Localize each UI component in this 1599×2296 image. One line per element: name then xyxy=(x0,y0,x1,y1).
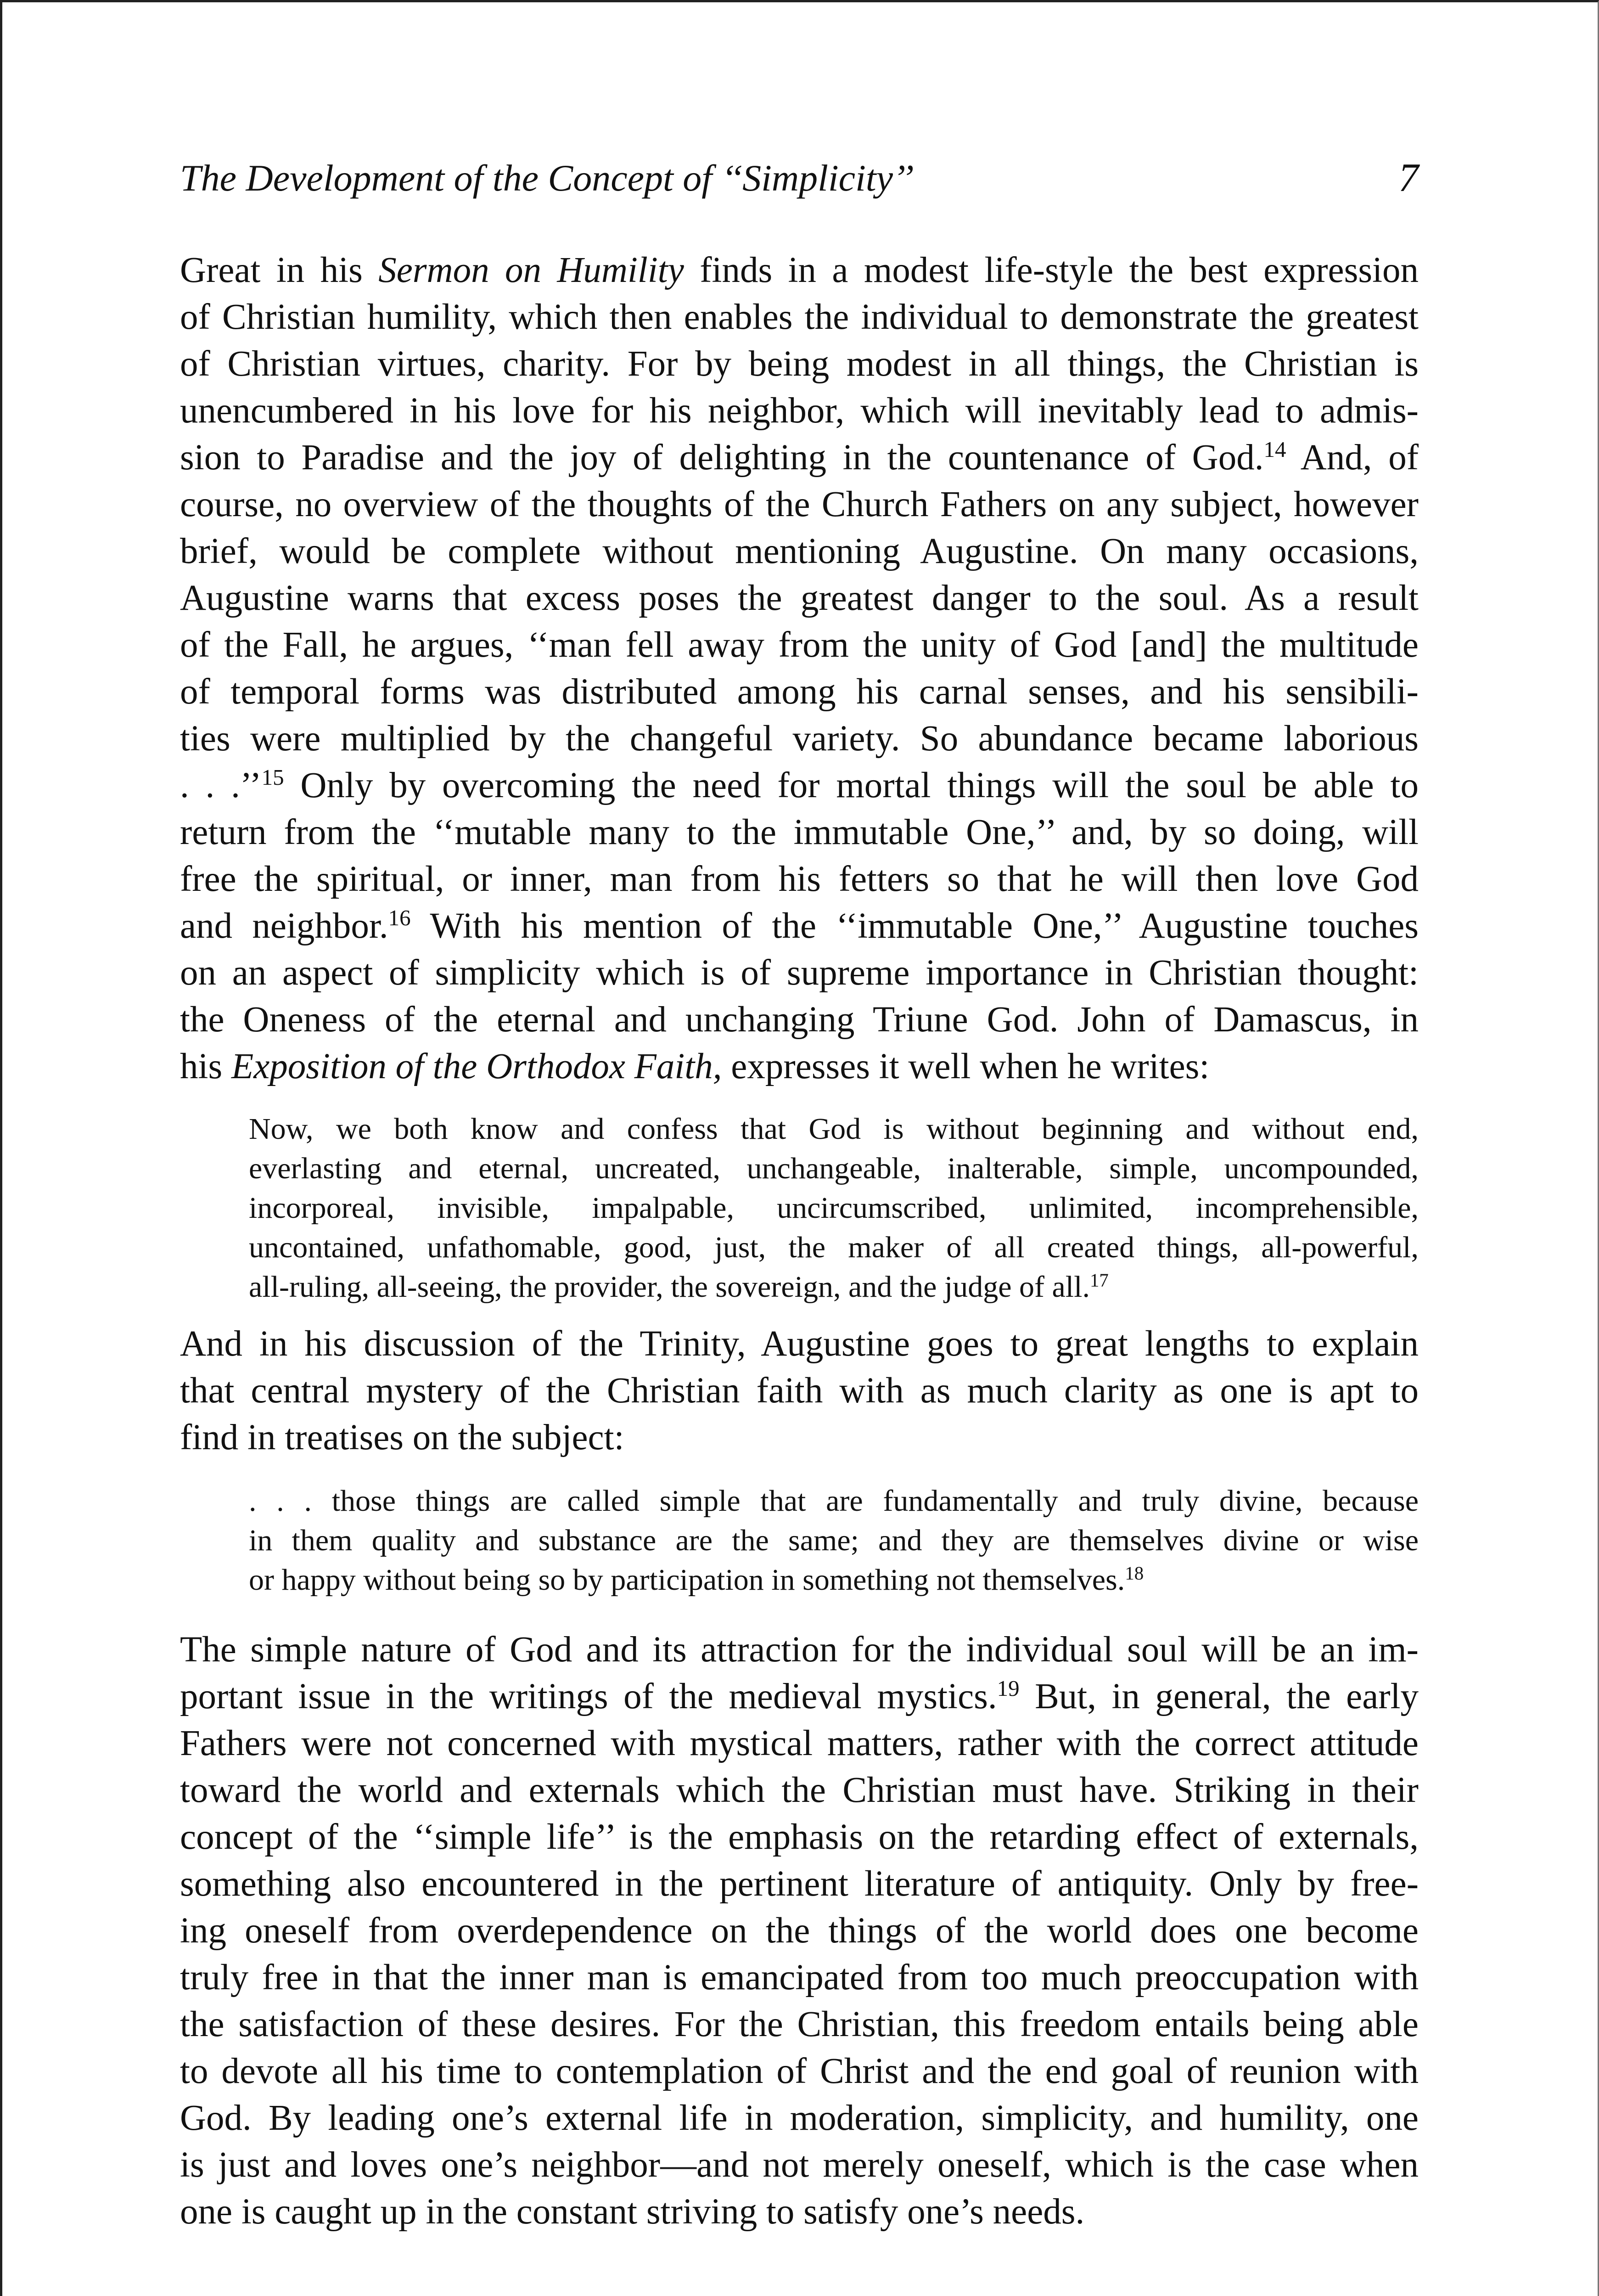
text-line: is just and loves one’s neighbor—and not merely oneself, which is the case when xyxy=(180,2145,1419,2185)
text-line: that central mystery of the Christian faith with as much clarity as one is apt to xyxy=(180,1371,1419,1411)
text-line: The simple nature of God and its attraction for the individual soul will be an im- xyxy=(180,1630,1419,1670)
footnote-ref: 16 xyxy=(388,905,411,931)
text-line: course, no overview of the thoughts of the Church Fathers on any subject, however xyxy=(180,484,1419,524)
quote-line xyxy=(249,1560,1419,1600)
text-line: God. By leading one’s external life in moderation, simplicity, and humility, one xyxy=(180,2098,1419,2138)
text-run: portant issue in the writings of the medieval mystics. xyxy=(180,1677,997,1716)
text-run: Great in his xyxy=(180,250,379,290)
text-run: all-ruling, all-seeing, the provider, the sovereign, and the judge of all. xyxy=(249,1270,1090,1304)
text-line: find in treatises on the subject: xyxy=(180,1418,624,1458)
text-line: truly free in that the inner man is emancipated from too much preoccupation with xyxy=(180,1958,1419,1998)
text-line: the satisfaction of these desires. For the Christian, this freedom entails being able xyxy=(180,2004,1419,2044)
block-quote-1 xyxy=(249,1109,1419,1307)
text-line: concept of the ‘‘simple life’’ is the emphasis on the retarding effect of externals, xyxy=(180,1817,1419,1857)
quote-line: in them quality and substance are the same; and they are themselves divine or wise xyxy=(249,1524,1419,1557)
page-header xyxy=(180,155,1419,210)
text-line: the Oneness of the eternal and unchanging Triune God. John of Damascus, in xyxy=(180,1000,1419,1040)
text-line: of Christian humility, which then enables the individual to demonstrate the greatest xyxy=(180,297,1419,337)
text-run: sion to Paradise and the joy of delighting in the countenance of God. xyxy=(180,438,1264,478)
quote-line: everlasting and eternal, uncreated, unchangeable, inalterable, simple, uncompounded, xyxy=(249,1152,1419,1185)
text-run: But, in general, the early xyxy=(1019,1677,1419,1716)
text-line: of temporal forms was distributed among his carnal senses, and his sensibili- xyxy=(180,672,1419,712)
footnote-ref: 14 xyxy=(1263,437,1286,462)
text-line: of the Fall, he argues, ‘‘man fell away from the unity of God [and] the multitude xyxy=(180,625,1419,665)
text-line: to devote all his time to contemplation of Christ and the end goal of reunion with xyxy=(180,2051,1419,2091)
page-body xyxy=(180,247,1419,2235)
text-line: ties were multiplied by the changeful variety. So abundance became laborious xyxy=(180,719,1419,759)
text-run: . . .’’ xyxy=(180,765,262,805)
text-line xyxy=(180,1043,1419,1090)
text-run: or happy without being so by participation in something not themselves. xyxy=(249,1563,1125,1597)
paragraph-1 xyxy=(180,247,1419,1090)
footnote-ref: 17 xyxy=(1089,1270,1109,1291)
paragraph-2 xyxy=(180,1321,1419,1461)
italic-title: Sermon on Humility xyxy=(378,250,684,290)
footnote-ref: 19 xyxy=(997,1676,1020,1701)
block-quote-2 xyxy=(249,1481,1419,1600)
text-line xyxy=(180,1673,1419,1720)
text-line xyxy=(180,434,1419,481)
text-line: on an aspect of simplicity which is of supreme importance in Christian thought: xyxy=(180,953,1419,993)
text-line: unencumbered in his love for his neighbor, which will inevitably lead to admis- xyxy=(180,391,1419,431)
text-run: and neighbor. xyxy=(180,906,388,946)
text-run: his xyxy=(180,1047,231,1086)
quote-line xyxy=(249,1267,1419,1307)
text-line: return from the ‘‘mutable many to the immutable One,’’ and, by so doing, will xyxy=(180,812,1419,852)
quote-line: uncontained, unfathomable, good, just, the maker of all created things, all-powerful, xyxy=(249,1231,1419,1264)
text-line: one is caught up in the constant striving to satisfy one’s needs. xyxy=(180,2192,1085,2232)
text-line xyxy=(180,903,1419,950)
text-run: expresses it well when he writes: xyxy=(722,1047,1210,1086)
text-line: Fathers were not concerned with mystical matters, rather with the correct attitude xyxy=(180,1723,1419,1763)
quote-line: Now, we both know and confess that God is without beginning and without end, xyxy=(249,1112,1419,1146)
text-line: ing oneself from overdependence on the things of the world does one become xyxy=(180,1911,1419,1951)
text-run: With his mention of the ‘‘immutable One,’’ Augustine touches xyxy=(410,906,1419,946)
text-line: And in his discussion of the Trinity, Augustine goes to great lengths to explain xyxy=(180,1324,1419,1364)
text-run: finds in a modest life-style the best expression xyxy=(684,250,1419,290)
text-line: brief, would be complete without mentioning Augustine. On many occasions, xyxy=(180,531,1419,571)
page-number: 7 xyxy=(1398,156,1419,200)
footnote-ref: 15 xyxy=(261,765,284,790)
paragraph-3 xyxy=(180,1626,1419,2235)
footnote-ref: 18 xyxy=(1125,1563,1144,1584)
text-line xyxy=(180,247,1419,294)
quote-line: . . . those things are called simple that are fundamentally and truly divine, because xyxy=(249,1484,1419,1518)
text-line: something also encountered in the pertinent literature of antiquity. Only by free- xyxy=(180,1864,1419,1904)
text-line: of Christian virtues, charity. For by being modest in all things, the Christian is xyxy=(180,344,1419,384)
quote-line: incorporeal, invisible, impalpable, uncircumscribed, unlimited, incomprehensible, xyxy=(249,1191,1419,1225)
text-line: free the spiritual, or inner, man from his fetters so that he will then love God xyxy=(180,859,1419,899)
text-line: Augustine warns that excess poses the greatest danger to the soul. As a result xyxy=(180,578,1419,618)
italic-title: Exposition of the Orthodox Faith, xyxy=(231,1047,722,1086)
text-run: Only by overcoming the need for mortal things will the soul be able to xyxy=(284,765,1419,805)
text-line xyxy=(180,762,1419,809)
running-head: The Development of the Concept of ‘‘Simplicity’’ xyxy=(180,157,914,199)
text-run: And, of xyxy=(1286,438,1419,478)
text-line: toward the world and externals which the Christian must have. Striking in their xyxy=(180,1770,1419,1810)
